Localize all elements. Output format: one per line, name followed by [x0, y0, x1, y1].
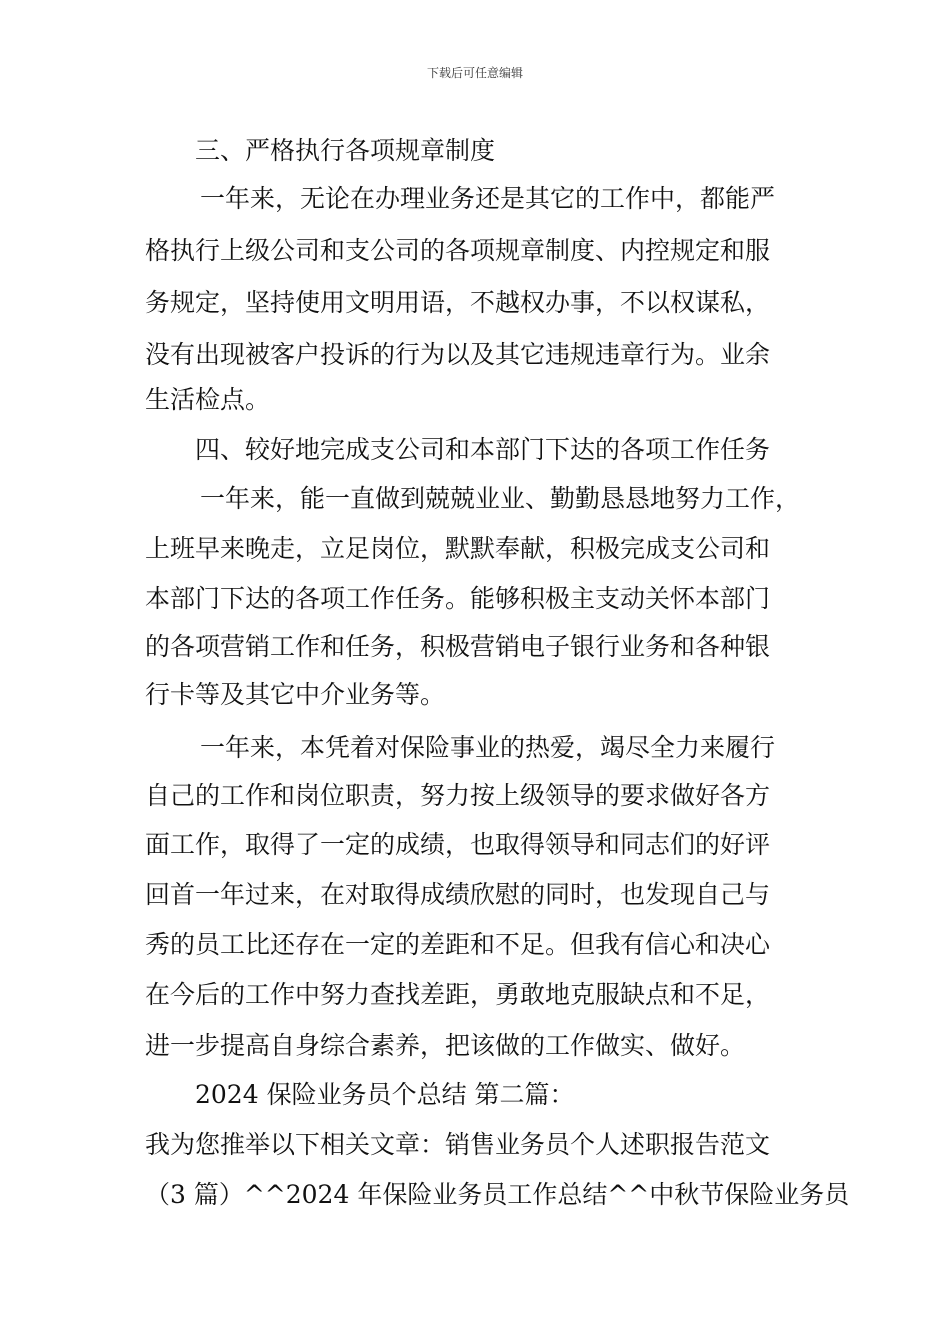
paragraph-line: 的各项营销工作和任务，积极营销电子银行业务和各种银 — [145, 632, 771, 661]
paragraph-line: 秀的员工比还存在一定的差距和不足。但我有信心和决心 — [145, 930, 771, 959]
section-heading: 2024 保险业务员个总结 第二篇： — [195, 1080, 575, 1109]
paragraph-line: 我为您推举以下相关文章：销售业务员个人述职报告范文 — [145, 1130, 771, 1159]
paragraph-line: 生活检点。 — [145, 385, 271, 414]
paragraph-line: 一年来，能一直做到兢兢业业、勤勤恳恳地努力工作， — [200, 484, 801, 513]
paragraph-line: 务规定，坚持使用文明用语，不越权办事，不以权谋私， — [145, 288, 771, 317]
section-heading: 四、较好地完成支公司和本部门下达的各项工作任务 — [195, 435, 771, 464]
paragraph-line: 本部门下达的各项工作任务。能够积极主支动关怀本部门 — [145, 584, 771, 613]
paragraph-line: 自己的工作和岗位职责，努力按上级领导的要求做好各方 — [145, 781, 771, 810]
paragraph-line: 一年来，本凭着对保险事业的热爱，竭尽全力来履行 — [200, 733, 776, 762]
header-note: 下载后可任意编辑 — [426, 66, 523, 80]
paragraph-line: 没有出现被客户投诉的行为以及其它违规违章行为。业余 — [145, 340, 771, 369]
section-heading: 三、严格执行各项规章制度 — [195, 136, 496, 165]
paragraph-line: 上班早来晚走，立足岗位，默默奉献，积极完成支公司和 — [145, 534, 771, 563]
paragraph-line: 格执行上级公司和支公司的各项规章制度、内控规定和服 — [145, 236, 771, 265]
paragraph-line: 面工作，取得了一定的成绩，也取得领导和同志们的好评 — [145, 830, 771, 859]
paragraph-line: （3 篇）^^2024 年保险业务员工作总结^^中秋节保险业务员 — [145, 1180, 850, 1209]
paragraph-line: 进一步提高自身综合素养，把该做的工作做实、做好。 — [145, 1031, 746, 1060]
paragraph-line: 行卡等及其它中介业务等。 — [145, 680, 446, 709]
paragraph-line: 一年来，无论在办理业务还是其它的工作中，都能严 — [200, 184, 776, 213]
paragraph-line: 回首一年过来，在对取得成绩欣慰的同时，也发现自己与 — [145, 880, 771, 909]
paragraph-line: 在今后的工作中努力查找差距，勇敢地克服缺点和不足， — [145, 980, 771, 1009]
